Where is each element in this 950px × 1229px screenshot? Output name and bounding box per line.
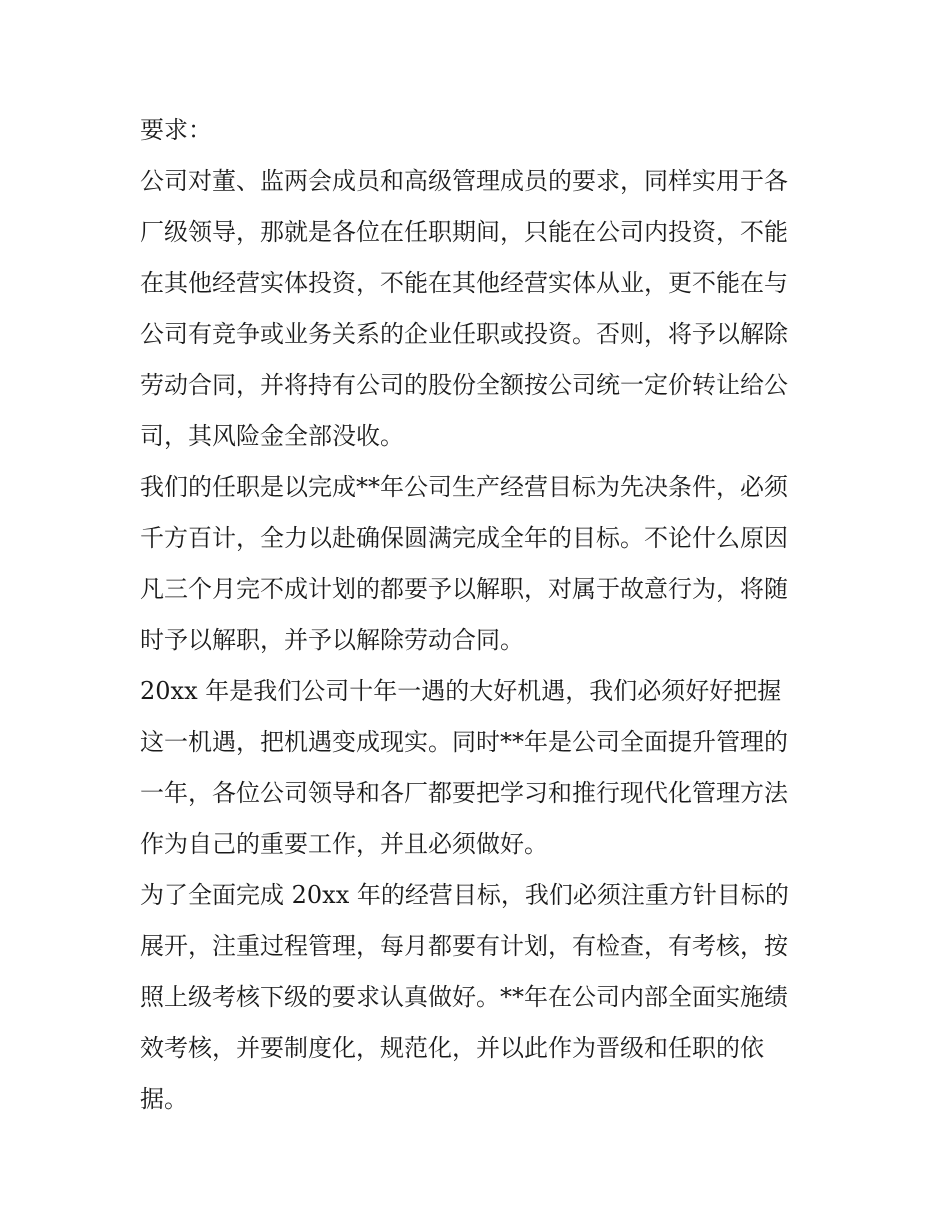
paragraph-3-line-1: 20xx 年是我们公司十年一遇的大好机遇，我们必须好好把握 [140, 677, 782, 705]
paragraph-3-line-3: 一年，各位公司领导和各厂都要把学习和推行现代化管理方法 [140, 779, 788, 807]
paragraph-2-line-4: 时予以解职，并予以解除劳动合同。 [140, 626, 524, 654]
paragraph-2-line-1: 我们的任职是以完成**年公司生产经营目标为先决条件，必须 [140, 473, 788, 501]
section-heading: 要求： [140, 116, 212, 144]
paragraph-3-line-2: 这一机遇，把机遇变成现实。同时**年是公司全面提升管理的 [140, 728, 788, 756]
paragraph-1-line-3: 在其他经营实体投资，不能在其他经营实体从业，更不能在与 [140, 269, 788, 297]
paragraph-4-line-5: 据。 [140, 1085, 188, 1113]
paragraph-1-line-2: 厂级领导，那就是各位在任职期间，只能在公司内投资，不能 [140, 218, 788, 246]
paragraph-4-line-2: 展开，注重过程管理，每月都要有计划，有检查，有考核，按 [140, 932, 788, 960]
paragraph-1-line-5: 劳动合同，并将持有公司的股份全额按公司统一定价转让给公 [140, 371, 788, 399]
paragraph-3-line-4: 作为自己的重要工作，并且必须做好。 [140, 830, 548, 858]
paragraph-2-line-2: 千方百计，全力以赴确保圆满完成全年的目标。不论什么原因 [140, 524, 788, 552]
paragraph-4-line-1: 为了全面完成 20xx 年的经营目标，我们必须注重方针目标的 [140, 881, 789, 909]
paragraph-1-line-1: 公司对董、监两会成员和高级管理成员的要求，同样实用于各 [140, 167, 788, 195]
paragraph-4-line-4: 效考核，并要制度化，规范化，并以此作为晋级和任职的依 [140, 1034, 764, 1062]
paragraph-2-line-3: 凡三个月完不成计划的都要予以解职，对属于故意行为，将随 [140, 575, 788, 603]
paragraph-1-line-4: 公司有竞争或业务关系的企业任职或投资。否则，将予以解除 [140, 320, 788, 348]
paragraph-4-line-3: 照上级考核下级的要求认真做好。**年在公司内部全面实施绩 [140, 983, 788, 1011]
paragraph-1-line-6: 司，其风险金全部没收。 [140, 422, 404, 450]
